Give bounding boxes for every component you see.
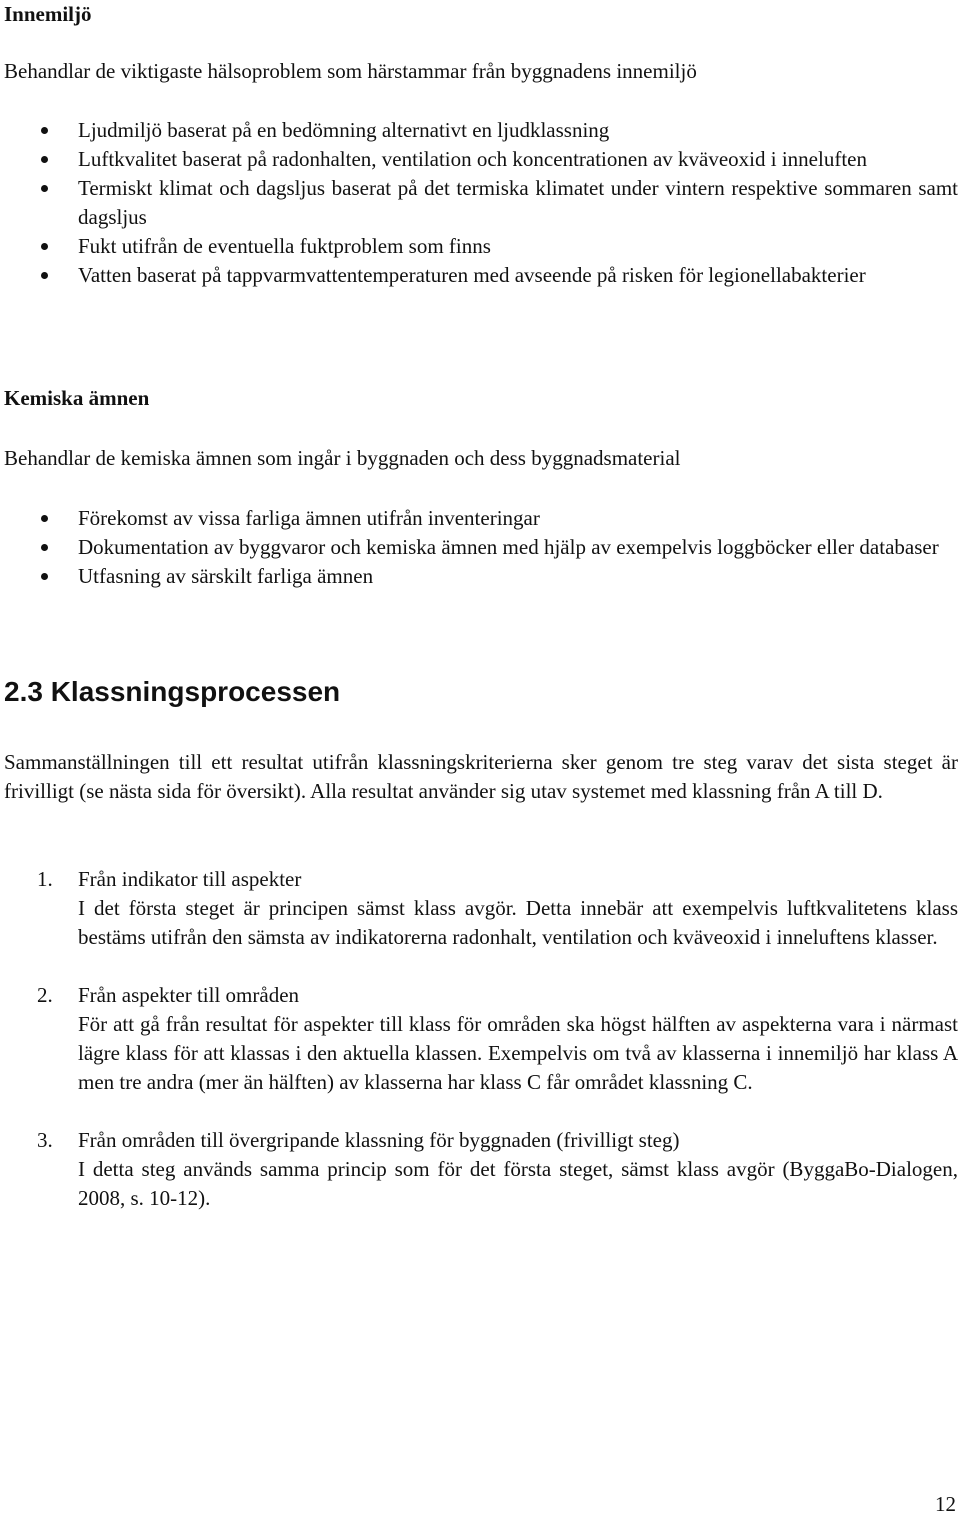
step-number: 1. [37, 867, 53, 891]
step-item [4, 981, 958, 1097]
step-title: Från aspekter till områden [78, 983, 300, 1007]
step-item [4, 865, 958, 952]
step-title: Från områden till övergripande klassning för byggnaden (frivilligt steg) [78, 1128, 680, 1152]
list-item: Fukt utifrån de eventuella fuktproblem som finns [4, 232, 958, 261]
list-item: Termiskt klimat och dagsljus baserat på det termiska klimatet under vintern respektive sommaren samt dagsljus [4, 174, 958, 232]
section-heading-klassningsprocessen: 2.3 Klassningsprocessen [4, 676, 341, 707]
bullet-icon [41, 515, 48, 522]
heading-kemiska-amnen: Kemiska ämnen [4, 386, 150, 410]
list-item: Vatten baserat på tappvarmvattentemperaturen med avseende på risken för legionellabakterier [4, 261, 958, 290]
intro-innemiljo: Behandlar de viktigaste hälsoproblem som härstammar från byggnadens innemiljö [4, 59, 697, 83]
intro-kemiska-amnen: Behandlar de kemiska ämnen som ingår i byggnaden och dess byggnadsmaterial [4, 446, 681, 470]
step-body: I detta steg används samma princip som för det första steget, sämst klass avgör (ByggaBo-Dialogen, 2008, s. 10-12). [78, 1157, 958, 1210]
list-item: Ljudmiljö baserat på en bedömning alternativt en ljudklassning [4, 116, 958, 145]
list-item: Förekomst av vissa farliga ämnen utifrån inventeringar [4, 504, 958, 533]
step-body: I det första steget är principen sämst klass avgör. Detta innebär att exempelvis luftkvalitetens klass bestäms utifrån den sämsta av indikatorerna radonhalt, ventilation och kväveoxid i inneluftens klasser. [78, 896, 958, 949]
bullet-list-kemiska [4, 504, 958, 591]
step-title: Från indikator till aspekter [78, 867, 302, 891]
list-item: Dokumentation av byggvaror och kemiska ämnen med hjälp av exempelvis loggböcker eller databaser [4, 533, 958, 562]
intro-klassningsprocessen: Sammanställningen till ett resultat utifrån klassningskriterierna sker genom tre steg varav det sista steget är frivilligt (se nästa sida för översikt). Alla resultat använder sig utav systemet med klassning från A till D. [4, 750, 958, 803]
bullet-icon [41, 573, 48, 580]
bullet-icon [41, 127, 48, 134]
heading-innemiljo: Innemiljö [4, 2, 92, 26]
page-number: 12 [935, 1492, 956, 1516]
bullet-icon [41, 544, 48, 551]
step-number: 2. [37, 983, 53, 1007]
bullet-icon [41, 272, 48, 279]
bullet-list-innemiljo [4, 116, 958, 290]
list-item: Utfasning av särskilt farliga ämnen [4, 562, 958, 591]
step-number: 3. [37, 1128, 53, 1152]
bullet-icon [41, 185, 48, 192]
step-body: För att gå från resultat för aspekter till klass för områden ska högst hälften av aspekterna vara i närmast lägre klass för att klassas i den aktuella klassen. Exempelvis om två av klasserna i innemiljö har klass A men tre andra (mer än hälften) av klasserna har klass C får området klassning C. [78, 1012, 958, 1094]
bullet-icon [41, 243, 48, 250]
bullet-icon [41, 156, 48, 163]
step-item [4, 1126, 958, 1213]
list-item: Luftkvalitet baserat på radonhalten, ventilation och koncentrationen av kväveoxid i inneluften [4, 145, 958, 174]
steps-list [4, 865, 958, 1242]
